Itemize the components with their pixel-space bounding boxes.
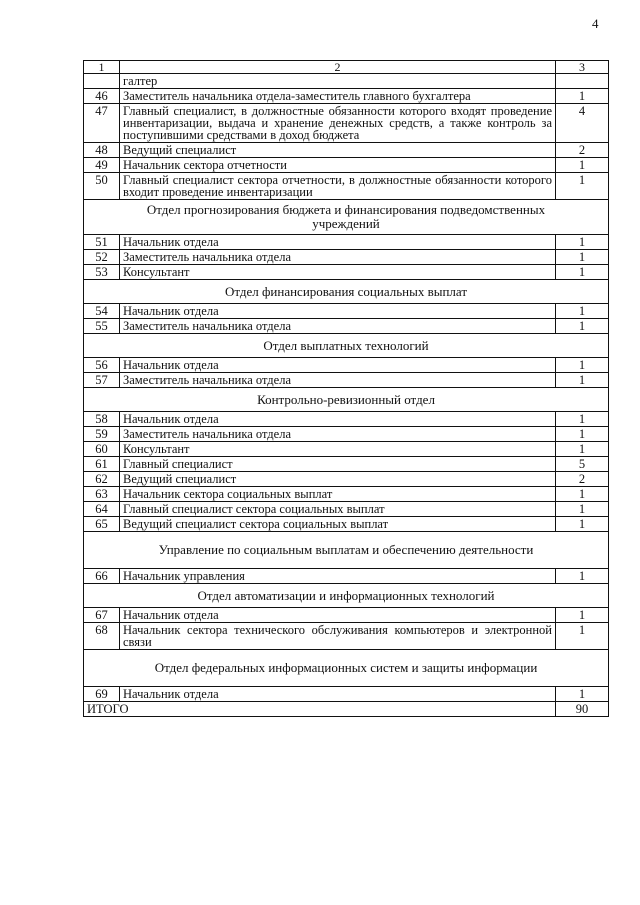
table-row xyxy=(84,250,609,265)
position-title: Главный специалист xyxy=(120,457,556,472)
section-title: Отдел федеральных информационных систем и защиты информации xyxy=(84,650,609,687)
row-number: 64 xyxy=(84,502,120,517)
table-row xyxy=(84,358,609,373)
position-count: 2 xyxy=(556,472,609,487)
table-row xyxy=(84,89,609,104)
position-title: Начальник отдела xyxy=(120,304,556,319)
table-row xyxy=(84,143,609,158)
position-title: Начальник сектора отчетности xyxy=(120,158,556,173)
section-title: Отдел автоматизации и информационных технологий xyxy=(84,584,609,608)
position-count: 1 xyxy=(556,608,609,623)
row-number: 60 xyxy=(84,442,120,457)
total-value: 90 xyxy=(556,702,609,717)
position-count: 1 xyxy=(556,569,609,584)
section-header-row xyxy=(84,650,609,687)
row-number: 49 xyxy=(84,158,120,173)
table-row xyxy=(84,412,609,427)
section-title: Отдел прогнозирования бюджета и финансирования подведомственных учреждений xyxy=(84,200,609,235)
position-title: Начальник отдела xyxy=(120,687,556,702)
table-row xyxy=(84,319,609,334)
row-number: 54 xyxy=(84,304,120,319)
row-number: 51 xyxy=(84,235,120,250)
position-count: 4 xyxy=(556,104,609,143)
row-number: 58 xyxy=(84,412,120,427)
section-title: Управление по социальным выплатам и обеспечению деятельности xyxy=(84,532,609,569)
table-row xyxy=(84,158,609,173)
table-row xyxy=(84,487,609,502)
table-row xyxy=(84,235,609,250)
staff-table xyxy=(83,60,609,717)
section-header-row xyxy=(84,280,609,304)
table-row xyxy=(84,427,609,442)
total-row xyxy=(84,702,609,717)
position-count: 1 xyxy=(556,517,609,532)
position-count: 1 xyxy=(556,358,609,373)
position-count: 1 xyxy=(556,158,609,173)
row-number: 69 xyxy=(84,687,120,702)
position-count: 1 xyxy=(556,412,609,427)
row-number: 52 xyxy=(84,250,120,265)
table-row xyxy=(84,517,609,532)
position-title: Главный специалист сектора отчетности, в должностные обязанности которого входит проведение инвентаризации xyxy=(120,173,556,200)
position-title: Начальник отдела xyxy=(120,608,556,623)
table-row xyxy=(84,623,609,650)
table-row xyxy=(84,265,609,280)
position-title: Начальник управления xyxy=(120,569,556,584)
section-title: Контрольно-ревизионный отдел xyxy=(84,388,609,412)
position-title: Заместитель начальника отдела-заместитель главного бухгалтера xyxy=(120,89,556,104)
position-count: 5 xyxy=(556,457,609,472)
table-row xyxy=(84,173,609,200)
row-number: 68 xyxy=(84,623,120,650)
row-number: 61 xyxy=(84,457,120,472)
section-header-row xyxy=(84,584,609,608)
position-count: 1 xyxy=(556,319,609,334)
position-count: 1 xyxy=(556,502,609,517)
position-count xyxy=(556,74,609,89)
table-row xyxy=(84,104,609,143)
row-number: 50 xyxy=(84,173,120,200)
section-title: Отдел финансирования социальных выплат xyxy=(84,280,609,304)
position-title: Главный специалист сектора социальных выплат xyxy=(120,502,556,517)
table-row xyxy=(84,373,609,388)
position-title: Начальник отдела xyxy=(120,358,556,373)
row-number: 63 xyxy=(84,487,120,502)
table-row xyxy=(84,74,609,89)
table-row xyxy=(84,608,609,623)
section-title: Отдел выплатных технологий xyxy=(84,334,609,358)
table-row xyxy=(84,304,609,319)
position-title: Ведущий специалист xyxy=(120,143,556,158)
position-title: Ведущий специалист xyxy=(120,472,556,487)
position-title: Заместитель начальника отдела xyxy=(120,250,556,265)
row-number: 66 xyxy=(84,569,120,584)
position-count: 1 xyxy=(556,373,609,388)
position-title: Заместитель начальника отдела xyxy=(120,373,556,388)
position-count: 1 xyxy=(556,687,609,702)
position-count: 1 xyxy=(556,427,609,442)
position-title: галтер xyxy=(120,74,556,89)
position-count: 1 xyxy=(556,250,609,265)
position-count: 1 xyxy=(556,235,609,250)
position-title: Заместитель начальника отдела xyxy=(120,427,556,442)
total-label: ИТОГО xyxy=(84,702,556,717)
section-header-row xyxy=(84,334,609,358)
table-row xyxy=(84,457,609,472)
row-number: 62 xyxy=(84,472,120,487)
position-count: 1 xyxy=(556,89,609,104)
position-title: Начальник сектора технического обслуживания компьютеров и электронной связи xyxy=(120,623,556,650)
position-title: Консультант xyxy=(120,442,556,457)
position-count: 1 xyxy=(556,173,609,200)
position-title: Заместитель начальника отдела xyxy=(120,319,556,334)
position-count: 1 xyxy=(556,487,609,502)
table-row xyxy=(84,442,609,457)
row-number: 53 xyxy=(84,265,120,280)
table-row xyxy=(84,502,609,517)
section-header-row xyxy=(84,532,609,569)
row-number: 56 xyxy=(84,358,120,373)
position-title: Начальник сектора социальных выплат xyxy=(120,487,556,502)
position-count: 1 xyxy=(556,265,609,280)
page-number: 4 xyxy=(592,16,599,31)
row-number: 59 xyxy=(84,427,120,442)
position-count: 1 xyxy=(556,304,609,319)
position-count: 2 xyxy=(556,143,609,158)
row-number: 48 xyxy=(84,143,120,158)
position-count: 1 xyxy=(556,442,609,457)
section-header-row xyxy=(84,200,609,235)
row-number: 57 xyxy=(84,373,120,388)
table-row xyxy=(84,687,609,702)
section-header-row xyxy=(84,388,609,412)
header-col-3: 3 xyxy=(556,61,609,74)
position-title: Консультант xyxy=(120,265,556,280)
table-header-row xyxy=(84,61,609,74)
header-col-1: 1 xyxy=(84,61,120,74)
row-number: 47 xyxy=(84,104,120,143)
row-number: 55 xyxy=(84,319,120,334)
row-number: 46 xyxy=(84,89,120,104)
position-title: Ведущий специалист сектора социальных выплат xyxy=(120,517,556,532)
row-number xyxy=(84,74,120,89)
position-title: Начальник отдела xyxy=(120,412,556,427)
position-title: Главный специалист, в должностные обязанности которого входят проведение инвентаризации, выдача и хранение денежных средств, а также контроль за поступившими средствами в доход бюджета xyxy=(120,104,556,143)
position-title: Начальник отдела xyxy=(120,235,556,250)
position-count: 1 xyxy=(556,623,609,650)
table-row xyxy=(84,569,609,584)
table-row xyxy=(84,472,609,487)
row-number: 65 xyxy=(84,517,120,532)
row-number: 67 xyxy=(84,608,120,623)
header-col-2: 2 xyxy=(120,61,556,74)
